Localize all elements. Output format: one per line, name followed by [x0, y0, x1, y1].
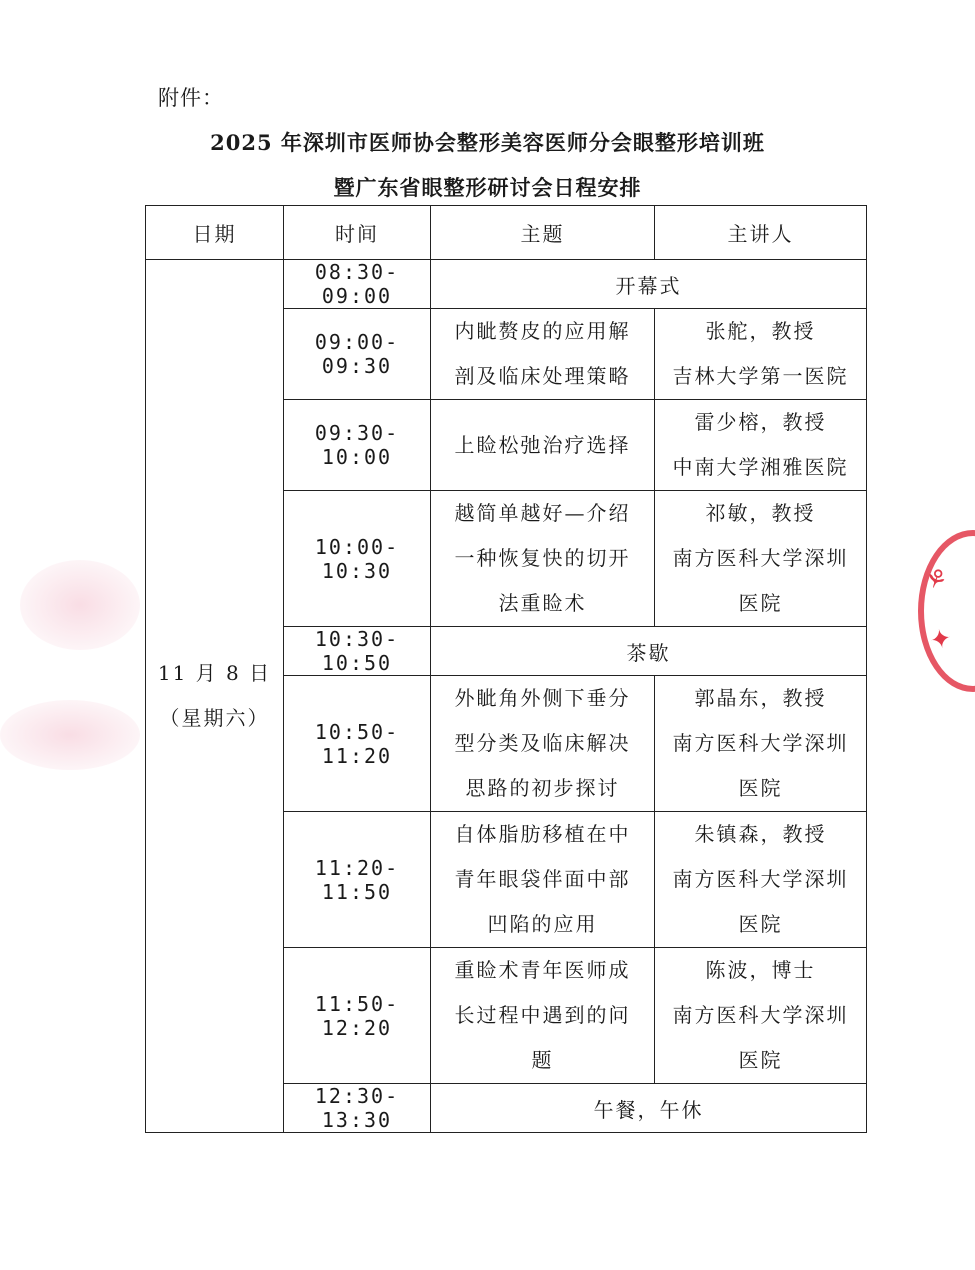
session-span-cell: 茶歇 [431, 627, 867, 676]
speaker-cell: 祁敏，教授 南方医科大学深圳 医院 [655, 491, 867, 627]
background-smudge [0, 700, 140, 770]
seal-mark: ✦ [927, 623, 955, 657]
speaker-cell: 郭晶东，教授 南方医科大学深圳 医院 [655, 676, 867, 812]
speaker-cell: 陈波，博士 南方医科大学深圳 医院 [655, 948, 867, 1084]
time-cell: 10:30-10:50 [284, 627, 431, 676]
session-span-cell: 午餐，午休 [431, 1084, 867, 1133]
time-cell: 09:30-10:00 [284, 400, 431, 491]
time-cell: 12:30-13:30 [284, 1084, 431, 1133]
attachment-label: 附件： [158, 86, 224, 110]
speaker-cell: 雷少榕，教授 中南大学湘雅医院 [655, 400, 867, 491]
table-row [146, 260, 867, 309]
topic-cell: 重睑术青年医师成 长过程中遇到的问 题 [431, 948, 655, 1084]
document-title-line2: 暨广东省眼整形研讨会日程安排 [333, 175, 642, 200]
header-topic: 主题 [431, 206, 655, 260]
time-cell: 11:20-11:50 [284, 812, 431, 948]
header-time: 时间 [284, 206, 431, 260]
topic-cell: 内眦赘皮的应用解 剖及临床处理策略 [431, 309, 655, 400]
schedule-table [145, 205, 867, 1133]
header-speaker: 主讲人 [655, 206, 867, 260]
seal-mark: ⚘ [919, 561, 952, 599]
topic-cell: 上睑松弛治疗选择 [431, 400, 655, 491]
time-cell: 09:00-09:30 [284, 309, 431, 400]
document-title-line1: 2025 年深圳市医师协会整形美容医师分会眼整形培训班 [210, 130, 765, 155]
date-cell [146, 260, 284, 1133]
topic-cell: 越简单越好—介绍 一种恢复快的切开 法重睑术 [431, 491, 655, 627]
session-span-cell: 开幕式 [431, 260, 867, 309]
date-text: 11 月 8 日 [157, 661, 272, 685]
weekday-text: （星期六） [159, 706, 270, 730]
header-date: 日期 [146, 206, 284, 260]
time-cell: 10:50-11:20 [284, 676, 431, 812]
speaker-cell: 张舵，教授 吉林大学第一医院 [655, 309, 867, 400]
time-cell: 11:50-12:20 [284, 948, 431, 1084]
topic-cell: 自体脂肪移植在中 青年眼袋伴面中部 凹陷的应用 [431, 812, 655, 948]
background-smudge [20, 560, 140, 650]
table-header-row [146, 206, 867, 260]
time-cell: 08:30-09:00 [284, 260, 431, 309]
topic-cell: 外眦角外侧下垂分 型分类及临床解决 思路的初步探讨 [431, 676, 655, 812]
official-seal-stamp [918, 530, 975, 692]
speaker-cell: 朱镇森，教授 南方医科大学深圳 医院 [655, 812, 867, 948]
time-cell: 10:00-10:30 [284, 491, 431, 627]
